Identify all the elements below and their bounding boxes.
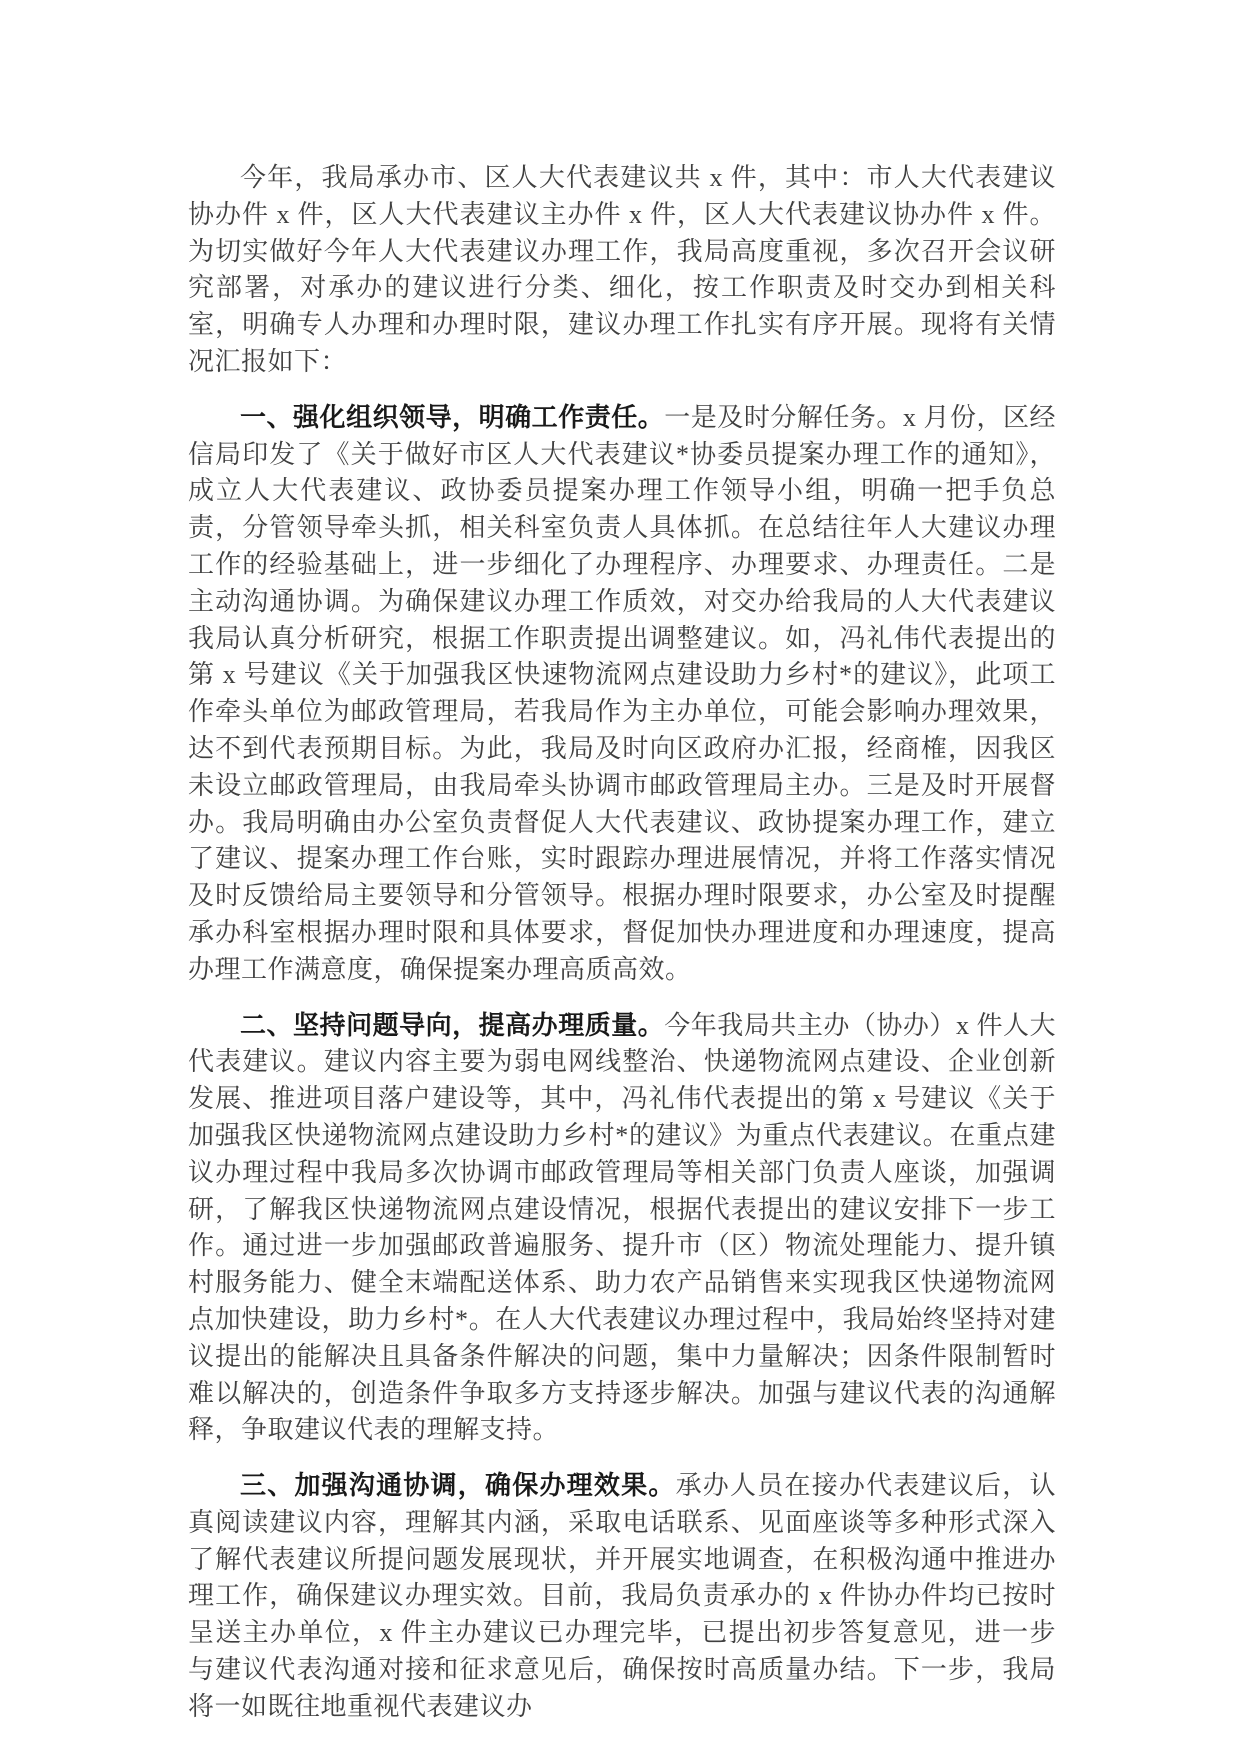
document-body — [188, 160, 1056, 1726]
section-heading-3: 三、加强沟通协调，确保办理效果。 — [240, 1470, 676, 1501]
section-body-2: 今年我局共主办（协办）x 件人大代表建议。建议内容主要为弱电网线整治、快递物流网点建设、企业创新发展、推进项目落户建设等，其中，冯礼伟代表提出的第 x 号建议《关于加强我区快递物流网点建设助力乡村*的建议》为重点代表建议。在重点建议办理过程中我局多次协调市邮政管理局等相关部门负责人座谈，加强调研，了解我区快递物流网点建设情况，根据代表提出的建议安排下一步工作。通过进一步加强邮政普遍服务、提升市（区）物流处理能力、提升镇村服务能力、健全末端配送体系、助力农产品销售来实现我区快递物流网点加快建设，助力乡村*。在人大代表建议办理过程中，我局始终坚持对建议提出的能解决且具备条件解决的问题，集中力量解决；因条件限制暂时难以解决的，创造条件争取多方支持逐步解决。加强与建议代表的沟通解释，争取建议代表的理解支持。 — [188, 1010, 1056, 1445]
section-paragraph-3 — [188, 1467, 1056, 1726]
section-heading-2: 二、坚持问题导向，提高办理质量。 — [240, 1009, 665, 1040]
section-paragraph-2 — [188, 1007, 1056, 1450]
section-body-1: 一是及时分解任务。x 月份，区经信局印发了《关于做好市区人大代表建议*协委员提案办理工作的通知》，成立人大代表建议、政协委员提案办理工作领导小组，明确一把手负总责，分管领导牵头抓，相关科室负责人具体抓。在总结往年人大建议办理工作的经验基础上，进一步细化了办理程序、办理要求、办理责任。二是主动沟通协调。为确保建议办理工作质效，对交办给我局的人大代表建议我局认真分析研究，根据工作职责提出调整建议。如，冯礼伟代表提出的第 x 号建议《关于加强我区快速物流网点建设助力乡村*的建议》，此项工作牵头单位为邮政管理局，若我局作为主办单位，可能会影响办理效果，达不到代表预期目标。为此，我局及时向区政府办汇报，经商榷，因我区未设立邮政管理局，由我局牵头协调市邮政管理局主办。三是及时开展督办。我局明确由办公室负责督促人大代表建议、政协提案办理工作，建立了建议、提案办理工作台账，实时跟踪办理进展情况，并将工作落实情况及时反馈给局主要领导和分管领导。根据办理时限要求，办公室及时提醒承办科室根据办理时限和具体要求，督促加快办理进度和办理速度，提高办理工作满意度，确保提案办理高质高效。 — [188, 402, 1056, 984]
section-heading-1: 一、强化组织领导，明确工作责任。 — [240, 401, 665, 432]
intro-paragraph: 今年，我局承办市、区人大代表建议共 x 件，其中：市人大代表建议协办件 x 件，区人大代表建议主办件 x 件，区人大代表建议协办件 x 件。为切实做好今年人大代表建议办理工作，我局高度重视，多次召开会议研究部署，对承办的建议进行分类、细化，按工作职责及时交办到相关科室，明确专人办理和办理时限，建议办理工作扎实有序开展。现将有关情况汇报如下： — [188, 163, 1056, 376]
section-paragraph-1 — [188, 399, 1056, 989]
section-body-3: 承办人员在接办代表建议后，认真阅读建议内容，理解其内涵，采取电话联系、见面座谈等多种形式深入了解代表建议所提问题发展现状，并开展实地调查，在积极沟通中推进办理工作，确保建议办理实效。目前，我局负责承办的 x 件协办件均已按时呈送主办单位，x 件主办建议已办理完毕，已提出初步答复意见，进一步与建议代表沟通对接和征求意见后，确保按时高质量办结。下一步，我局将一如既往地重视代表建议办 — [188, 1471, 1056, 1721]
